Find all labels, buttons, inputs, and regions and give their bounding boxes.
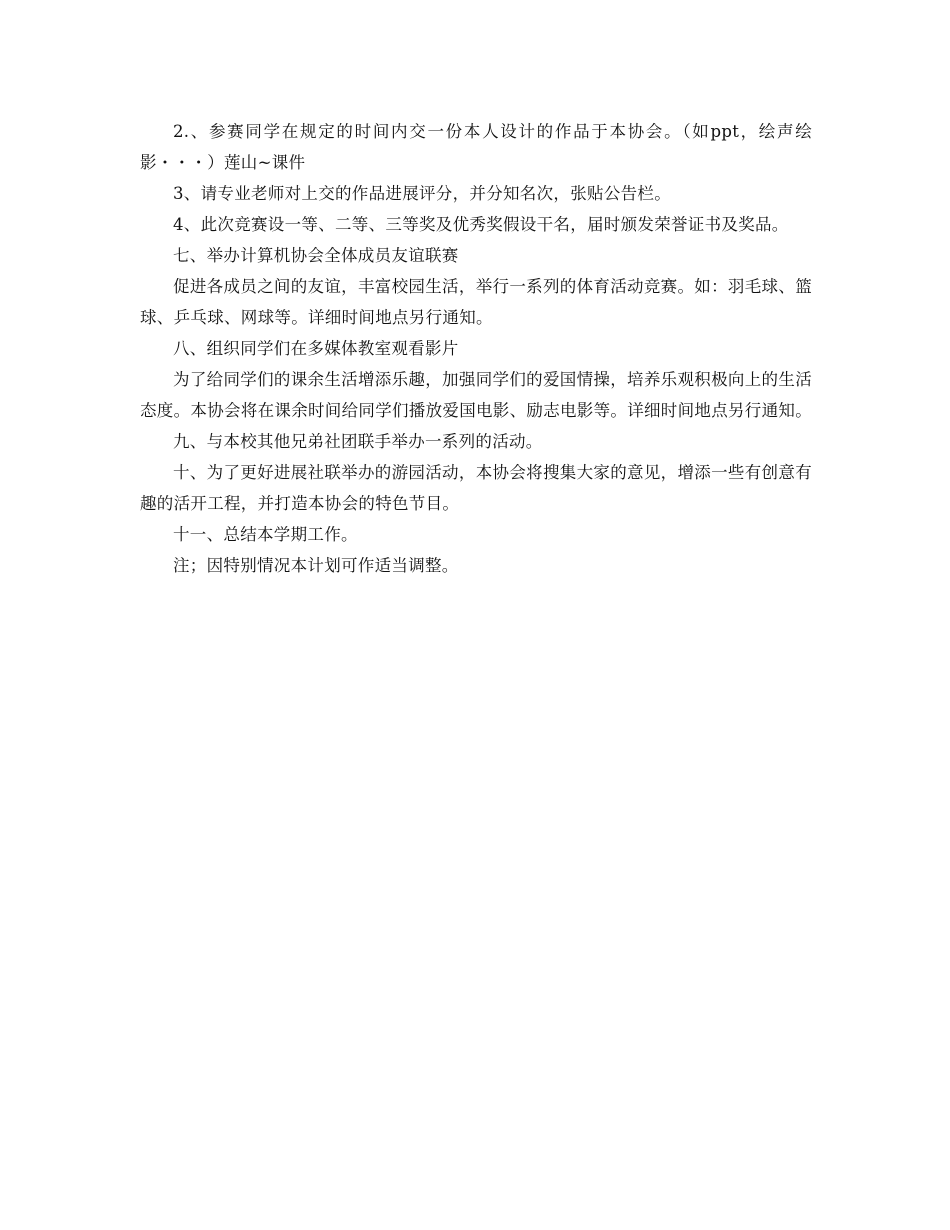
section-heading-11: 十一、总结本学期工作。 <box>173 525 358 544</box>
document-body <box>140 116 812 581</box>
section-heading-9: 九、与本校其他兄弟社团联手举办一系列的活动。 <box>173 432 543 451</box>
paragraph-item-4: 4、此次竞赛设一等、二等、三等奖及优秀奖假设干名，届时颁发荣誉证书及奖品。 <box>173 215 789 234</box>
paragraph-section-7-body: 促进各成员之间的友谊，丰富校园生活，举行一系列的体育活动竞赛。如：羽毛球、篮球、乒乓球、网球等。详细时间地点另行通知。 <box>140 277 812 327</box>
note-paragraph: 注；因特别情况本计划可作适当调整。 <box>173 556 459 575</box>
paragraph-item-3: 3、请专业老师对上交的作品进展评分，并分知名次，张贴公告栏。 <box>173 184 671 203</box>
paragraph-section-8-body: 为了给同学们的课余生活增添乐趣，加强同学们的爱国情操，培养乐观积极向上的生活态度。本协会将在课余时间给同学们播放爱国电影、励志电影等。详细时间地点另行通知。 <box>140 370 812 420</box>
paragraph-item-2: 2.、参赛同学在规定的时间内交一份本人设计的作品于本协会。（如ppt，绘声绘影・・・）莲山~课件 <box>140 122 812 172</box>
section-heading-7: 七、举办计算机协会全体成员友谊联赛 <box>173 246 459 265</box>
section-heading-10: 十、为了更好进展社联举办的游园活动，本协会将搜集大家的意见，增添一些有创意有趣的活开工程，并打造本协会的特色节目。 <box>140 463 812 513</box>
section-heading-8: 八、组织同学们在多媒体教室观看影片 <box>173 339 459 358</box>
